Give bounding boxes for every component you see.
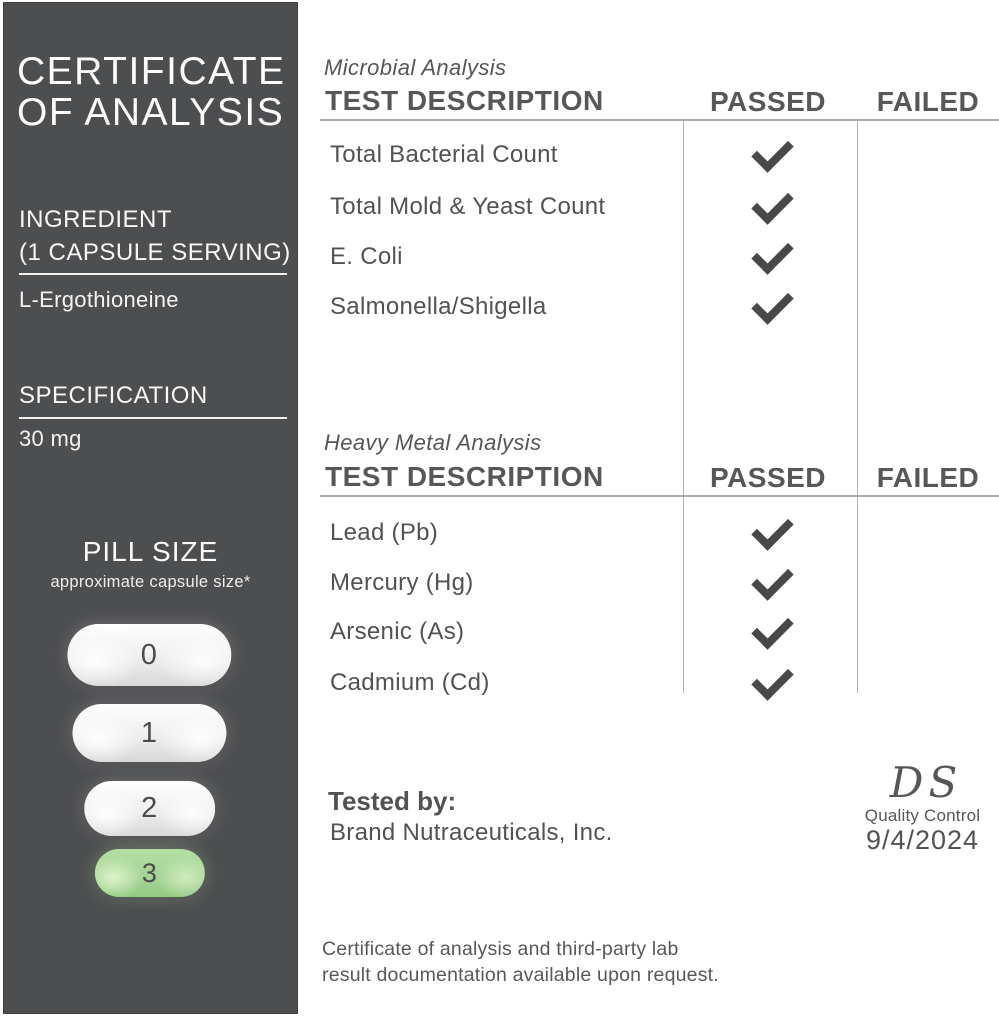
microbial-row-name: Salmonella/Shigella [330, 293, 547, 320]
pill-size-1 [72, 704, 226, 762]
check-icon [751, 232, 793, 274]
footer-note-line2: result documentation available upon request. [322, 964, 719, 986]
specification-divider [19, 417, 287, 419]
tested-by-label: Tested by: [328, 786, 457, 816]
microbial-row-name: E. Coli [330, 243, 403, 270]
microbial-header-rule [320, 119, 999, 121]
pill-size-heading: PILL SIZE [82, 536, 219, 567]
pill-size-2-label: 2 [141, 792, 158, 824]
microbial-row-name: Total Mold & Yeast Count [330, 193, 606, 220]
page-title-line1: CERTIFICATE [17, 50, 286, 93]
microbial-section-title: Microbial Analysis [324, 55, 507, 80]
heavy-metal-col-passed: PASSED [709, 462, 827, 493]
certificate-sidebar [3, 2, 298, 1014]
page-title-line2: OF ANALYSIS [17, 91, 285, 134]
check-icon [751, 508, 793, 550]
check-icon [751, 658, 793, 700]
heavy-metal-row-name: Mercury (Hg) [330, 569, 474, 596]
ingredient-heading [19, 203, 291, 269]
heavy-metal-row-name: Cadmium (Cd) [330, 669, 490, 696]
heavy-metal-row-name: Arsenic (As) [330, 618, 465, 645]
heavy-metal-section-title: Heavy Metal Analysis [324, 430, 542, 455]
footer-note-line1: Certificate of analysis and third-party lab [322, 938, 679, 960]
pill-size-0 [67, 624, 231, 686]
heavy-metal-col-failed: FAILED [876, 462, 980, 493]
check-icon [751, 182, 793, 224]
check-icon [751, 607, 793, 649]
ingredient-heading-line2: (1 CAPSULE SERVING) [19, 239, 291, 266]
heavy-metal-header-rule [320, 495, 999, 497]
heavy-metal-col-test-description: TEST DESCRIPTION [325, 461, 604, 492]
check-icon [751, 558, 793, 600]
ingredient-divider [19, 273, 287, 275]
microbial-col-test-description: TEST DESCRIPTION [325, 85, 604, 116]
microbial-row-name: Total Bacterial Count [330, 141, 558, 168]
heavy-metal-row-name: Lead (Pb) [330, 519, 439, 546]
pill-size-3-label: 3 [141, 857, 157, 888]
pill-size-0-label: 0 [140, 638, 157, 671]
table-column-divider-1 [683, 120, 684, 693]
ingredient-heading-line1: INGREDIENT [19, 206, 173, 233]
pill-size-1-label: 1 [140, 716, 158, 749]
pill-size-subheading: approximate capsule size* [50, 573, 251, 591]
check-icon [751, 282, 793, 324]
microbial-col-failed: FAILED [876, 86, 980, 117]
check-icon [751, 130, 793, 172]
microbial-col-passed: PASSED [709, 86, 827, 117]
signature-date: 9/4/2024 [865, 825, 980, 855]
signature-initials: DS [889, 758, 963, 807]
ingredient-value: L-Ergothioneine [19, 287, 179, 312]
specification-heading: SPECIFICATION [19, 382, 208, 409]
signature-role: Quality Control [864, 806, 981, 825]
pill-size-3-selected [94, 849, 204, 897]
page-title [17, 51, 286, 133]
specification-value: 30 mg [19, 426, 82, 451]
footer-note [322, 936, 719, 988]
table-column-divider-2 [857, 120, 858, 693]
tested-by-company: Brand Nutraceuticals, Inc. [330, 819, 613, 846]
pill-size-2 [84, 781, 215, 836]
